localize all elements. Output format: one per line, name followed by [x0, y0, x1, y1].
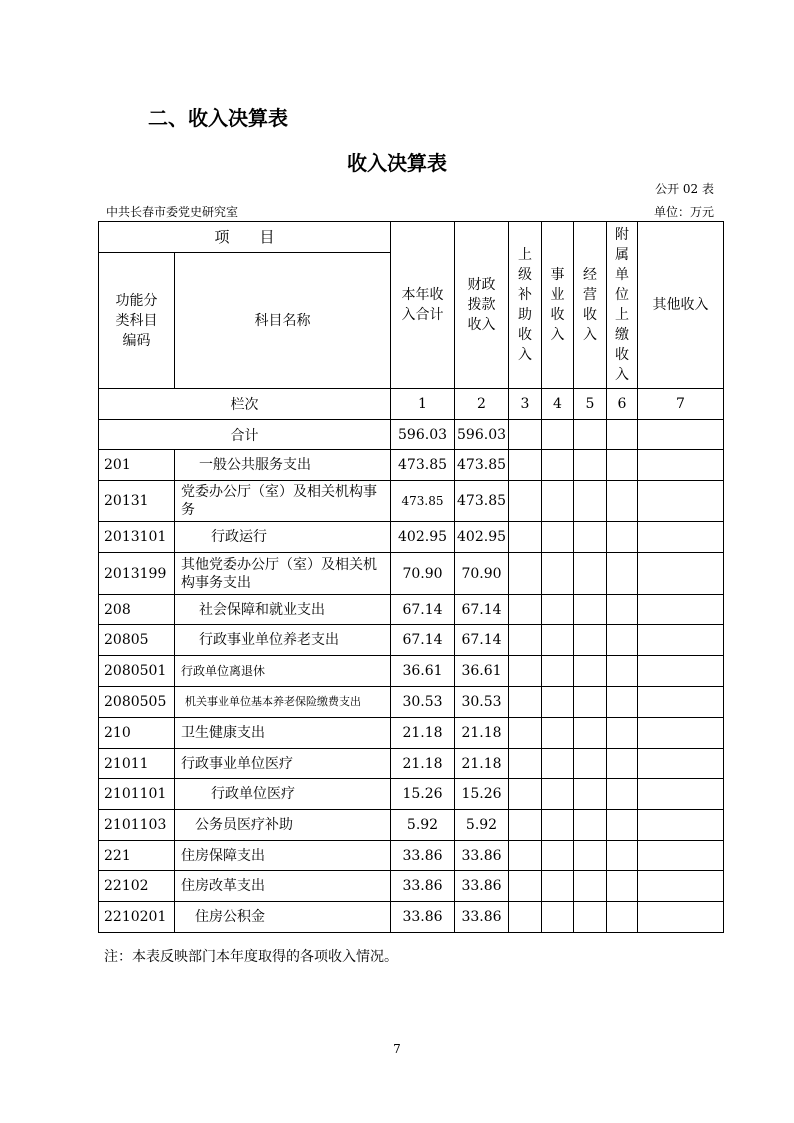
table-row	[99, 779, 724, 810]
row-fiscal: 473.85	[455, 450, 509, 481]
row-name: 一般公共服务支出	[175, 450, 391, 481]
table-row	[99, 687, 724, 718]
table-row	[99, 718, 724, 749]
row-total: 21.18	[391, 718, 455, 749]
row-total: 402.95	[391, 522, 455, 553]
row-code: 2080505	[99, 687, 175, 718]
table-row	[99, 871, 724, 902]
header-total-income: 本年收入合计	[391, 222, 455, 389]
row-code: 2210201	[99, 902, 175, 933]
header-code-column: 功能分类科目编码	[99, 253, 175, 389]
table-row	[99, 841, 724, 871]
table-note: 注：本表反映部门本年度取得的各项收入情况。	[104, 949, 398, 965]
table-row	[99, 553, 724, 595]
row-code: 208	[99, 595, 175, 625]
header-other-income: 其他收入	[638, 222, 724, 389]
header-row-1	[99, 222, 724, 253]
row-name: 行政事业单位医疗	[175, 749, 391, 779]
row-code: 21011	[99, 749, 175, 779]
row-fiscal: 21.18	[455, 718, 509, 749]
total-row-fiscal: 596.03	[455, 420, 509, 450]
table-row	[99, 656, 724, 687]
row-code: 22102	[99, 871, 175, 902]
row-code: 20131	[99, 481, 175, 522]
column-number-label: 栏次	[99, 389, 391, 420]
row-total: 36.61	[391, 656, 455, 687]
row-fiscal: 473.85	[455, 481, 509, 522]
table-row	[99, 522, 724, 553]
column-number-5: 5	[574, 389, 607, 420]
table-row	[99, 810, 724, 841]
header-fiscal-income: 财政拨款收入	[455, 222, 509, 389]
row-total: 473.85	[391, 481, 455, 522]
table-row	[99, 595, 724, 625]
total-row	[99, 420, 724, 450]
row-total: 21.18	[391, 749, 455, 779]
table-row	[99, 481, 724, 522]
row-name: 行政运行	[175, 522, 391, 553]
row-code: 20805	[99, 625, 175, 656]
row-fiscal: 15.26	[455, 779, 509, 810]
row-name: 社会保障和就业支出	[175, 595, 391, 625]
row-fiscal: 70.90	[455, 553, 509, 595]
column-number-2: 2	[455, 389, 509, 420]
row-fiscal: 33.86	[455, 902, 509, 933]
row-total: 33.86	[391, 871, 455, 902]
column-number-3: 3	[509, 389, 542, 420]
row-name: 卫生健康支出	[175, 718, 391, 749]
row-fiscal: 33.86	[455, 871, 509, 902]
header-affiliated-income: 附属单位上缴收入	[607, 222, 638, 389]
row-fiscal: 33.86	[455, 841, 509, 871]
row-name: 机关事业单位基本养老保险缴费支出	[175, 687, 391, 718]
row-fiscal: 67.14	[455, 595, 509, 625]
row-code: 2101103	[99, 810, 175, 841]
row-name: 党委办公厅（室）及相关机构事务	[175, 481, 391, 522]
row-code: 201	[99, 450, 175, 481]
column-number-6: 6	[607, 389, 638, 420]
form-code: 公开 02 表	[655, 182, 714, 196]
row-fiscal: 5.92	[455, 810, 509, 841]
column-number-1: 1	[391, 389, 455, 420]
row-fiscal: 21.18	[455, 749, 509, 779]
column-number-row	[99, 389, 724, 420]
row-code: 2101101	[99, 779, 175, 810]
row-fiscal: 36.61	[455, 656, 509, 687]
organization-name: 中共长春市委党史研究室	[106, 205, 239, 219]
total-row-total: 596.03	[391, 420, 455, 450]
row-total: 15.26	[391, 779, 455, 810]
table-row	[99, 902, 724, 933]
header-operation-income: 经营收入	[574, 222, 607, 389]
row-name: 公务员医疗补助	[175, 810, 391, 841]
row-total: 5.92	[391, 810, 455, 841]
row-total: 33.86	[391, 841, 455, 871]
row-name: 行政单位离退休	[175, 656, 391, 687]
document-title: 收入决算表	[347, 151, 447, 175]
row-total: 70.90	[391, 553, 455, 595]
table-row	[99, 625, 724, 656]
row-code: 2080501	[99, 656, 175, 687]
header-business-income: 事业收入	[542, 222, 574, 389]
unit-label: 单位：万元	[653, 205, 714, 219]
row-fiscal: 67.14	[455, 625, 509, 656]
column-number-4: 4	[542, 389, 574, 420]
row-name: 住房保障支出	[175, 841, 391, 871]
row-total: 30.53	[391, 687, 455, 718]
row-name: 其他党委办公厅（室）及相关机构事务支出	[175, 553, 391, 595]
row-total: 33.86	[391, 902, 455, 933]
row-code: 210	[99, 718, 175, 749]
row-name: 住房改革支出	[175, 871, 391, 902]
row-name: 住房公积金	[175, 902, 391, 933]
row-total: 67.14	[391, 595, 455, 625]
row-name: 行政单位医疗	[175, 779, 391, 810]
row-total: 473.85	[391, 450, 455, 481]
row-code: 2013101	[99, 522, 175, 553]
section-heading: 二、收入决算表	[148, 106, 288, 130]
row-total: 67.14	[391, 625, 455, 656]
page-number: 7	[393, 1042, 401, 1056]
row-code: 2013199	[99, 553, 175, 595]
row-code: 221	[99, 841, 175, 871]
income-table	[98, 221, 724, 933]
table-row	[99, 450, 724, 481]
table-row	[99, 749, 724, 779]
row-fiscal: 30.53	[455, 687, 509, 718]
row-name: 行政事业单位养老支出	[175, 625, 391, 656]
header-name-column: 科目名称	[175, 253, 391, 389]
header-superior-subsidy: 上级补助收入	[509, 222, 542, 389]
column-number-7: 7	[638, 389, 724, 420]
total-row-label: 合计	[99, 420, 391, 450]
header-project: 项 目	[99, 222, 391, 253]
row-fiscal: 402.95	[455, 522, 509, 553]
